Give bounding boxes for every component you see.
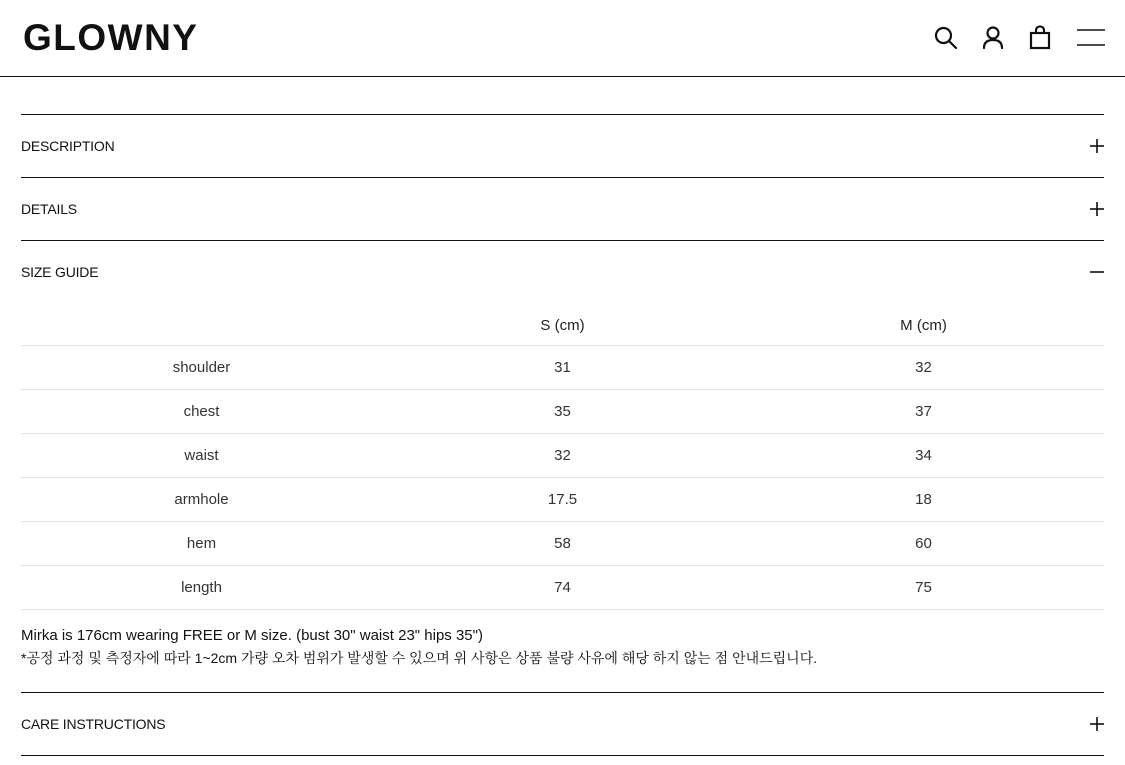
measurement-label: armhole <box>21 477 382 521</box>
user-icon[interactable] <box>978 23 1008 53</box>
table-row <box>21 345 1104 389</box>
accordion-header-size-guide[interactable] <box>21 240 1104 303</box>
measurement-label: chest <box>21 389 382 433</box>
accordion-title: CARE INSTRUCTIONS <box>21 715 166 732</box>
column-header-s: S (cm) <box>540 317 585 335</box>
search-icon[interactable] <box>931 23 961 53</box>
size-s-value: 31 <box>382 345 743 389</box>
plus-icon[interactable] <box>1090 717 1104 731</box>
measurement-disclaimer: *공정 과정 및 측정자에 따라 1~2cm 가량 오차 범위가 발생할 수 있으며 위 사항은 상품 불량 사유에 해당 하지 않는 점 안내드립니다. <box>21 649 818 666</box>
size-m-value: 60 <box>743 521 1104 565</box>
accordion-title: DESCRIPTION <box>21 138 115 154</box>
size-m-value: 32 <box>743 345 1104 389</box>
accordion-title: SIZE GUIDE <box>21 264 99 280</box>
size-guide-note <box>21 610 1104 692</box>
size-m-value: 75 <box>743 565 1104 609</box>
divider <box>21 755 1104 756</box>
site-header <box>0 0 1125 77</box>
table-row <box>21 521 1104 565</box>
column-header-measurement <box>21 303 382 345</box>
size-s-value: 58 <box>382 521 743 565</box>
size-s-value: 32 <box>382 433 743 477</box>
product-info-accordion <box>21 114 1104 756</box>
table-row <box>21 433 1104 477</box>
menu-icon[interactable] <box>1076 23 1106 53</box>
size-s-value: 35 <box>382 389 743 433</box>
accordion-title: DETAILS <box>21 201 77 217</box>
size-m-value: 18 <box>743 477 1104 521</box>
accordion-header-description[interactable] <box>21 114 1104 177</box>
table-row <box>21 477 1104 521</box>
table-row <box>21 389 1104 433</box>
accordion-description <box>21 114 1104 177</box>
accordion-care-instructions <box>21 692 1104 756</box>
measurement-label: shoulder <box>21 345 382 389</box>
plus-icon[interactable] <box>1090 202 1104 216</box>
accordion-details <box>21 177 1104 240</box>
shopping-bag-icon[interactable] <box>1025 23 1055 53</box>
size-guide-table <box>21 303 1104 610</box>
measurement-label: hem <box>21 521 382 565</box>
measurement-label: waist <box>21 433 382 477</box>
table-row <box>21 565 1104 609</box>
column-header-m: M (cm) <box>900 317 947 335</box>
minus-icon[interactable] <box>1090 265 1104 279</box>
size-s-value: 17.5 <box>382 477 743 521</box>
accordion-header-details[interactable] <box>21 177 1104 240</box>
size-m-value: 34 <box>743 433 1104 477</box>
measurement-label: length <box>21 565 382 609</box>
accordion-header-care-instructions[interactable] <box>21 692 1104 755</box>
brand-logo[interactable]: GLOWNY <box>23 17 199 58</box>
size-s-value: 74 <box>382 565 743 609</box>
size-m-value: 37 <box>743 389 1104 433</box>
plus-icon[interactable] <box>1090 139 1104 153</box>
accordion-size-guide <box>21 240 1104 692</box>
model-fit-note: Mirka is 176cm wearing FREE or M size. (bust 30" waist 23" hips 35") <box>21 626 483 644</box>
table-header-row <box>21 303 1104 345</box>
